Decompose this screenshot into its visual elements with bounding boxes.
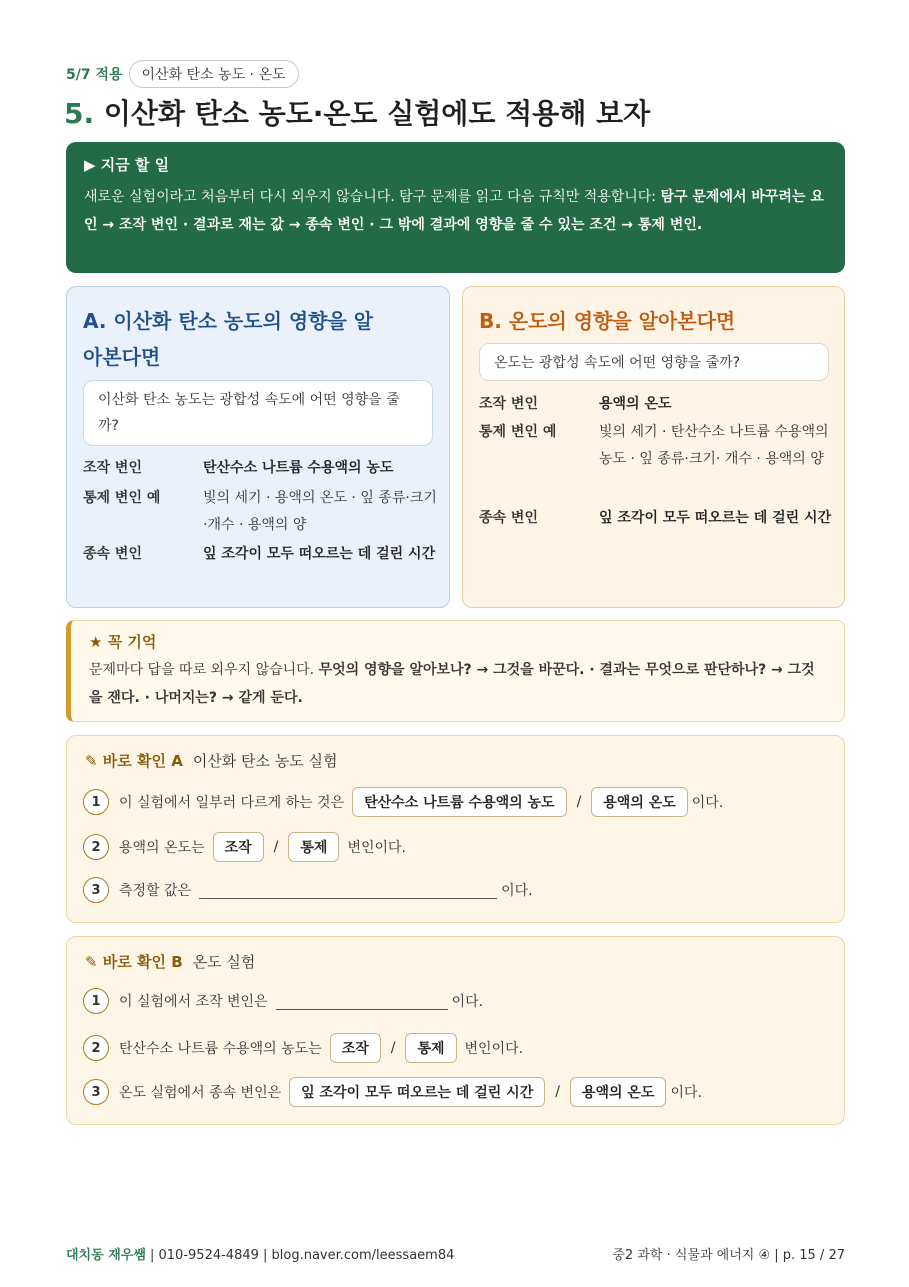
option-separator: / [390, 1040, 396, 1056]
question-suffix: 이다. [670, 1085, 702, 1101]
check-a-question-1 [83, 787, 723, 817]
question-suffix: 이다. [501, 883, 533, 899]
option-button[interactable]: 조작 [330, 1033, 381, 1063]
question-suffix: 이다. [691, 795, 724, 811]
card-b-row-dependent [479, 505, 834, 532]
question-number: 3 [83, 877, 109, 903]
variable-label: 조작 변인 [83, 460, 142, 476]
variable-value: 잎 조각이 모두 떠오르는 데 걸린 시간 [599, 510, 832, 526]
question-suffix: 변인이다. [464, 1041, 524, 1057]
remember-text-plain: 문제마다 답을 따로 외우지 않습니다. [89, 662, 319, 678]
question-number: 1 [83, 789, 109, 815]
card-a-row-dependent [83, 541, 438, 568]
check-b-heading [85, 951, 255, 972]
quick-check-a [66, 735, 845, 923]
variable-value: 빛의 세기 · 탄산수소 나트륨 수용액의 농도 · 잎 종류·크기· 개수 · 용액의 양 [599, 424, 829, 467]
question-number: 3 [83, 1079, 109, 1105]
page-title [64, 92, 650, 132]
footer-page-info: 중2 과학 · 식물과 에너지 ④ | p. 15 / 27 [612, 1248, 845, 1263]
footer-brand: 대치동 재우쌤 [66, 1248, 146, 1263]
question-text: 온도 실험에서 종속 변인은 [119, 1085, 282, 1101]
footer-contact: | 010-9524-4849 | blog.naver.com/leessaem84 [145, 1248, 455, 1263]
card-b-question: 온도는 광합성 속도에 어떤 영향을 줄까? [479, 343, 829, 381]
check-b-question-2 [83, 1033, 523, 1063]
option-button[interactable]: 용액의 온도 [570, 1077, 667, 1107]
option-button[interactable]: 통제 [405, 1033, 456, 1063]
card-a-question: 이산화 탄소 농도는 광합성 속도에 어떤 영향을 줄까? [83, 380, 433, 446]
task-text-plain: 새로운 실험이라고 처음부터 다시 외우지 않습니다. 탐구 문제를 읽고 다음 규칙만 적용합니다: [84, 189, 661, 205]
card-a-title: A. 이산화 탄소 농도의 영향을 알아본다면 [83, 309, 374, 369]
variable-value: 용액의 온도 [599, 396, 672, 412]
task-heading: ▶ 지금 할 일 [84, 156, 170, 174]
remember-heading: ★ 꼭 기억 [89, 633, 157, 651]
option-separator: / [273, 839, 279, 855]
question-text: 용액의 온도는 [119, 840, 205, 856]
card-b-row-controlled [479, 419, 834, 473]
option-button[interactable]: 조작 [213, 832, 264, 862]
variable-label: 종속 변인 [83, 546, 142, 562]
step-indicator: 5/7 적용 [66, 67, 123, 83]
option-separator: / [576, 794, 582, 810]
card-a-row-independent [83, 455, 438, 482]
question-text: 탄산수소 나트륨 수용액의 농도는 [119, 1041, 322, 1057]
title-number: 5. [64, 97, 95, 130]
page-footer [66, 1244, 845, 1263]
variable-value: 잎 조각이 모두 떠오르는 데 걸린 시간 [203, 546, 436, 562]
remember-text-bold: 무엇의 영향을 알아보나? → 그것을 바꾼다. · 결과는 무엇으로 판단하나? → 그것을 잰다. · 나머지는? → 같게 둔다. [89, 662, 815, 706]
card-co2 [66, 286, 450, 608]
task-text [84, 183, 827, 239]
variable-label: 종속 변인 [479, 510, 538, 526]
section-header [66, 60, 299, 88]
remember-box [66, 620, 845, 722]
question-suffix: 변인이다. [347, 840, 406, 856]
option-separator: / [555, 1084, 560, 1100]
check-a-question-3 [83, 877, 533, 903]
check-a-question-2 [83, 832, 406, 862]
task-box [66, 142, 845, 273]
question-number: 2 [83, 834, 109, 860]
variable-value: 빛의 세기 · 용액의 온도 · 잎 종류·크기·개수 · 용액의 양 [203, 490, 437, 533]
check-b-subtitle: 온도 실험 [192, 953, 256, 971]
question-text: 이 실험에서 조작 변인은 [119, 994, 268, 1010]
question-number: 1 [83, 988, 109, 1014]
quick-check-b [66, 936, 845, 1125]
question-number: 2 [83, 1035, 109, 1061]
check-b-tag: ✎ 바로 확인 B [85, 953, 183, 971]
variable-label: 통제 변인 예 [479, 424, 557, 440]
option-button[interactable]: 탄산수소 나트륨 수용액의 농도 [352, 787, 566, 817]
card-b-row-independent [479, 391, 834, 418]
variable-label: 통제 변인 예 [83, 490, 161, 506]
question-text: 측정할 값은 [119, 883, 192, 899]
check-a-tag: ✎ 바로 확인 A [85, 752, 183, 770]
variable-label: 조작 변인 [479, 396, 538, 412]
footer-left [66, 1244, 454, 1263]
task-text-bold: 탐구 문제에서 바꾸려는 요인 → 조작 변인 · 결과로 재는 값 → 종속 변인 · 그 밖에 결과에 영향을 줄 수 있는 조건 → 통제 변인. [84, 189, 824, 233]
check-b-question-3 [83, 1077, 702, 1107]
card-a-row-controlled [83, 485, 438, 539]
check-b-question-1 [83, 988, 483, 1014]
option-button[interactable]: 용액의 온도 [591, 787, 688, 817]
answer-blank[interactable] [276, 992, 448, 1010]
option-button[interactable]: 통제 [288, 832, 339, 862]
card-b-title: B. 온도의 영향을 알아본다면 [479, 309, 736, 333]
card-temperature [462, 286, 845, 608]
remember-text [89, 656, 826, 712]
check-a-subtitle: 이산화 탄소 농도 실험 [192, 752, 338, 770]
option-button[interactable]: 잎 조각이 모두 떠오르는 데 걸린 시간 [289, 1077, 545, 1107]
variable-value: 탄산수소 나트륨 수용액의 농도 [203, 460, 394, 476]
topic-pill: 이산화 탄소 농도 · 온도 [129, 60, 299, 88]
answer-blank[interactable] [199, 881, 497, 899]
check-a-heading [85, 750, 338, 771]
question-text: 이 실험에서 일부러 다르게 하는 것은 [119, 795, 345, 811]
title-text: 이산화 탄소 농도·온도 실험에도 적용해 보자 [103, 97, 651, 130]
question-suffix: 이다. [451, 994, 484, 1010]
